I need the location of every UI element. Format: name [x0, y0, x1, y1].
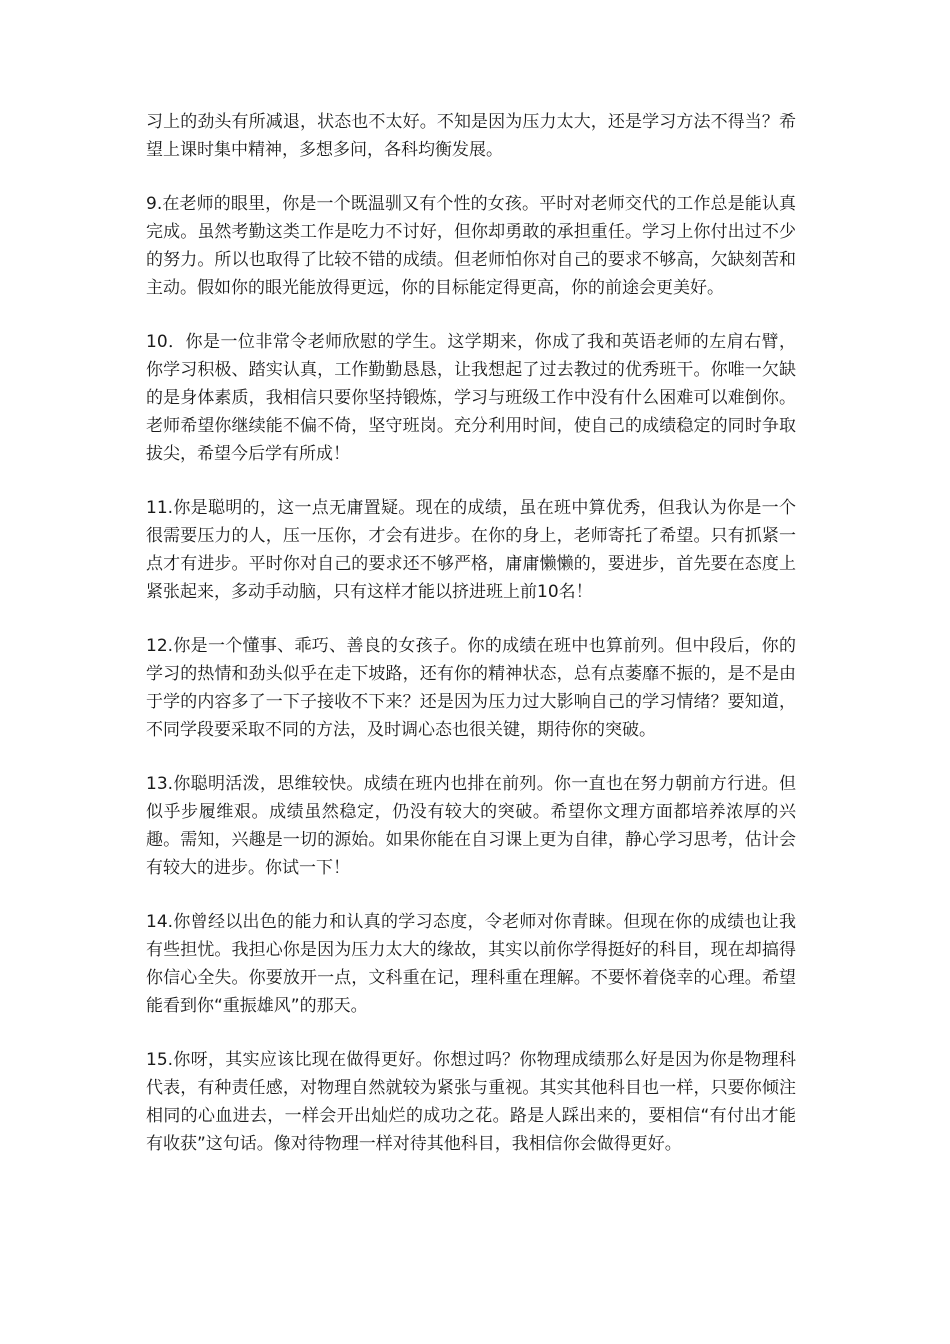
- paragraph-continuation: 习上的劲头有所减退，状态也不太好。不知是因为压力太大，还是学习方法不得当？希望上课时集中精神，多想多问，各科均衡发展。: [146, 112, 796, 160]
- paragraph-comment-13: 13.你聪明活泼，思维较快。成绩在班内也排在前列。你一直也在努力朝前方行进。但似乎步履维艰。成绩虽然稳定，仍没有较大的突破。希望你文理方面都培养浓厚的兴趣。需知，兴趣是一切的源始。如果你能在自习课上更为自律，静心学习思考，估计会有较大的进步。你试一下！: [146, 774, 796, 878]
- paragraph-comment-14: 14.你曾经以出色的能力和认真的学习态度，令老师对你青睐。但现在你的成绩也让我有些担忧。我担心你是因为压力太大的缘故，其实以前你学得挺好的科目，现在却搞得你信心全失。你要放开一点，文科重在记，理科重在理解。不要怀着侥幸的心理。希望能看到你“重振雄风”的那天。: [146, 912, 796, 1016]
- paragraph-comment-15: 15.你呀，其实应该比现在做得更好。你想过吗？你物理成绩那么好是因为你是物理科代表，有种责任感，对物理自然就较为紧张与重视。其实其他科目也一样，只要你倾注相同的心血进去，一样会开出灿烂的成功之花。路是人踩出来的，要相信“有付出才能有收获”这句话。像对待物理一样对待其他科目，我相信你会做得更好。: [146, 1050, 796, 1154]
- document-body: [146, 108, 796, 1184]
- paragraph-comment-10: 10．你是一位非常令老师欣慰的学生。这学期来，你成了我和英语老师的左肩右臂，你学习积极、踏实认真，工作勤勤恳恳，让我想起了过去教过的优秀班干。你唯一欠缺的是身体素质，我相信只要你坚持锻炼，学习与班级工作中没有什么困难可以难倒你。老师希望你继续能不偏不倚，坚守班岗。充分利用时间，使自己的成绩稳定的同时争取拔尖，希望今后学有所成！: [146, 332, 796, 464]
- paragraph-comment-12: 12.你是一个懂事、乖巧、善良的女孩子。你的成绩在班中也算前列。但中段后，你的学习的热情和劲头似乎在走下坡路，还有你的精神状态，总有点萎靡不振的，是不是由于学的内容多了一下子接收不下来？还是因为压力过大影响自己的学习情绪？要知道，不同学段要采取不同的方法，及时调心态也很关键，期待你的突破。: [146, 636, 796, 740]
- paragraph-comment-11: 11.你是聪明的，这一点无庸置疑。现在的成绩，虽在班中算优秀，但我认为你是一个很需要压力的人，压一压你，才会有进步。在你的身上，老师寄托了希望。只有抓紧一点才有进步。平时你对自己的要求还不够严格，庸庸懒懒的，要进步，首先要在态度上紧张起来，多动手动脑，只有这样才能以挤进班上前10名！: [146, 498, 796, 602]
- paragraph-comment-9: 9.在老师的眼里，你是一个既温驯又有个性的女孩。平时对老师交代的工作总是能认真完成。虽然考勤这类工作是吃力不讨好，但你却勇敢的承担重任。学习上你付出过不少的努力。所以也取得了比较不错的成绩。但老师怕你对自己的要求不够高，欠缺刻苦和主动。假如你的眼光能放得更远，你的目标能定得更高，你的前途会更美好。: [146, 194, 796, 298]
